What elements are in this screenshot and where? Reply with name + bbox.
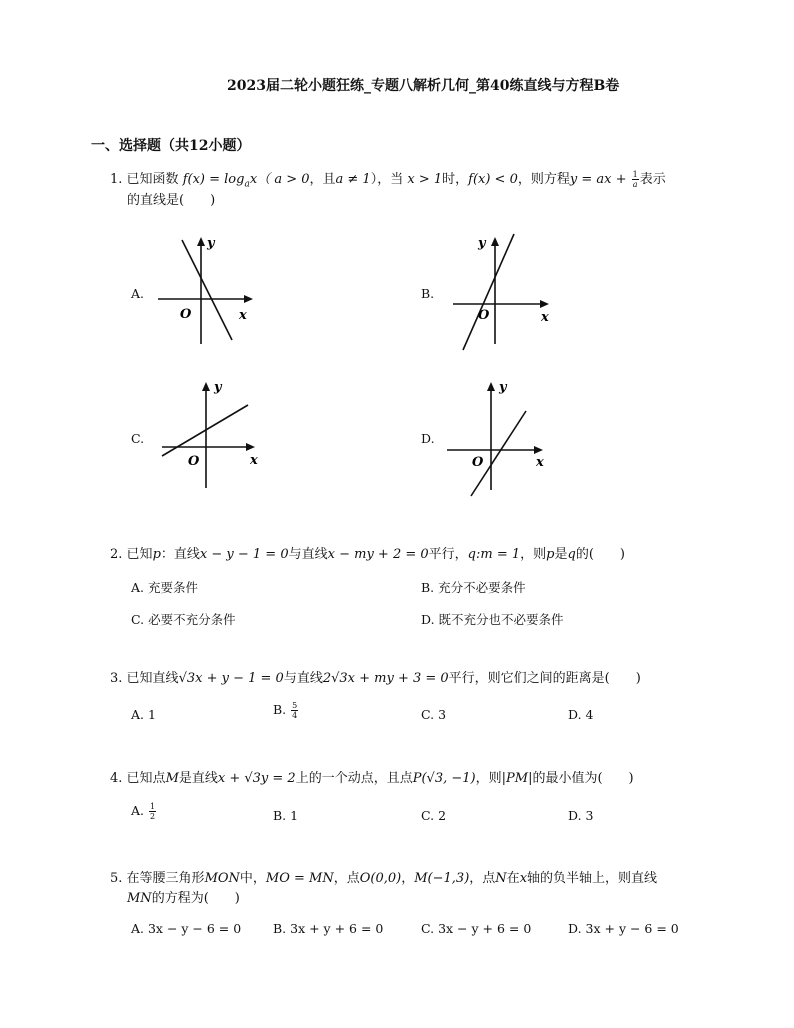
y-axis-arrow-icon bbox=[487, 382, 495, 391]
option-a-label[interactable]: A. bbox=[131, 286, 145, 301]
x-label: x bbox=[250, 453, 258, 468]
q2-option-b[interactable]: B. 充分不必要条件 bbox=[421, 580, 526, 595]
q1-log-base: a bbox=[244, 179, 250, 190]
q4-math: P(√3, −1) bbox=[412, 771, 476, 786]
q2-text: 与直线 bbox=[288, 547, 328, 562]
x-label: x bbox=[541, 310, 549, 325]
y-axis-arrow-icon bbox=[197, 237, 205, 246]
q2-text: 平行， bbox=[428, 547, 468, 562]
x-axis-arrow-icon bbox=[534, 446, 543, 454]
q2-math: x − my + 2 = 0 bbox=[327, 547, 429, 562]
q4-option-a[interactable]: A. $\frac{1}{2}$ bbox=[131, 802, 156, 821]
q1-text: x（ bbox=[249, 172, 271, 187]
y-label: y bbox=[499, 380, 507, 395]
option-c-graph[interactable] bbox=[158, 376, 268, 492]
q4-text: 上的一个动点，且点 bbox=[295, 771, 413, 786]
q1-text: ，且 bbox=[309, 172, 336, 187]
y-label: y bbox=[214, 380, 222, 395]
q1-text: 时， bbox=[442, 172, 469, 187]
q1-condition: f(x) < 0 bbox=[468, 172, 518, 187]
q3-option-c[interactable]: C. 3 bbox=[421, 707, 447, 722]
q2-text: 已知 bbox=[126, 547, 153, 562]
question-3 bbox=[110, 669, 641, 689]
q2-option-a[interactable]: A. 充要条件 bbox=[131, 580, 198, 595]
x-axis-arrow-icon bbox=[540, 300, 549, 308]
q4-fraction: $\frac{1}{2}$ bbox=[150, 802, 156, 821]
option-d-graph[interactable] bbox=[444, 376, 554, 500]
question-number: 3. bbox=[110, 671, 123, 686]
q5-math: x bbox=[519, 871, 528, 886]
q5-text: 中， bbox=[239, 871, 266, 886]
q5-option-a[interactable]: A. 3x − y − 6 = 0 bbox=[131, 921, 242, 936]
question-4 bbox=[110, 769, 634, 789]
q1-function: f(x) = log bbox=[182, 172, 245, 187]
q4-text: 的最小值为( ) bbox=[532, 771, 634, 786]
q4-text: ，则 bbox=[475, 771, 502, 786]
q4-text: 是直线 bbox=[178, 771, 218, 786]
q1-text: ，则方程 bbox=[517, 172, 570, 187]
q5-math: MO = MN bbox=[265, 871, 334, 886]
q5-math: O(0,0) bbox=[359, 871, 402, 886]
q3-fraction: $\frac{5}{4}$ bbox=[292, 701, 298, 720]
question-5-line-1 bbox=[110, 869, 657, 889]
q5-option-b[interactable]: B. 3x + y + 6 = 0 bbox=[273, 921, 384, 936]
q4-math: |PM| bbox=[501, 771, 533, 786]
q3-math: 2√3x + my + 3 = 0 bbox=[322, 671, 449, 686]
q5-option-d[interactable]: D. 3x + y − 6 = 0 bbox=[568, 921, 679, 936]
q5-text: ， bbox=[401, 871, 415, 886]
y-axis-arrow-icon bbox=[491, 237, 499, 246]
q4-math: M bbox=[165, 771, 179, 786]
section-header: 一、选择题（共12小题） bbox=[91, 138, 251, 154]
q5-math: N bbox=[495, 871, 507, 886]
q2-option-c[interactable]: C. 必要不充分条件 bbox=[131, 612, 236, 627]
q1-text: 已知函数 bbox=[126, 172, 179, 187]
q5-option-c[interactable]: C. 3x − y + 6 = 0 bbox=[421, 921, 532, 936]
q2-text: ：直线 bbox=[160, 547, 200, 562]
q3-option-b[interactable]: B. $\frac{5}{4}$ bbox=[273, 701, 298, 720]
y-label: y bbox=[207, 236, 215, 251]
q2-option-d[interactable]: D. 既不充分也不必要条件 bbox=[421, 612, 564, 627]
q3-option-d[interactable]: D. 4 bbox=[568, 707, 594, 722]
q5-text: ，点 bbox=[469, 871, 496, 886]
q3-option-a[interactable]: A. 1 bbox=[131, 707, 156, 722]
option-b-label[interactable]: B. bbox=[421, 286, 435, 301]
q4-text: 已知点 bbox=[126, 771, 166, 786]
option-c-label[interactable]: C. bbox=[131, 431, 145, 446]
q5-text: 在等腰三角形 bbox=[126, 871, 205, 886]
q4-option-c[interactable]: C. 2 bbox=[421, 808, 447, 823]
option-a-graph[interactable] bbox=[150, 228, 260, 346]
x-label: x bbox=[239, 308, 247, 323]
q2-text: ，则 bbox=[520, 547, 547, 562]
q4-math: x + √3y = 2 bbox=[217, 771, 296, 786]
q5-math: M(−1,3) bbox=[414, 871, 470, 886]
q1-text: ），当 bbox=[370, 172, 404, 187]
q4-option-b[interactable]: B. 1 bbox=[273, 808, 299, 823]
question-number: 2. bbox=[110, 547, 123, 562]
graph-line bbox=[463, 234, 514, 350]
q2-math: x − y − 1 = 0 bbox=[199, 547, 289, 562]
question-number: 1. bbox=[110, 172, 123, 187]
q3-text: 与直线 bbox=[283, 671, 323, 686]
question-number: 5. bbox=[110, 871, 123, 886]
y-label: y bbox=[478, 236, 486, 251]
q1-condition: x > 1 bbox=[407, 172, 443, 187]
q2-math: p bbox=[152, 547, 161, 562]
graph-line bbox=[471, 411, 526, 496]
q5-text: 在 bbox=[506, 871, 520, 886]
q1-equation: y = ax + bbox=[569, 172, 627, 187]
graph-line bbox=[182, 240, 232, 340]
page-title: 2023届二轮小题狂练_专题八解析几何_第40练直线与方程B卷 bbox=[227, 78, 620, 94]
q5-math: MON bbox=[204, 871, 240, 886]
x-label: x bbox=[536, 455, 544, 470]
x-axis-arrow-icon bbox=[244, 295, 253, 303]
q1-text: 表示 bbox=[639, 172, 666, 187]
question-5-line-2 bbox=[127, 889, 240, 909]
q3-text: 平行，则它们之间的距离是( ) bbox=[448, 671, 641, 686]
q2-text: 是 bbox=[554, 547, 568, 562]
q3-math: √3x + y − 1 = 0 bbox=[178, 671, 284, 686]
q4-option-d[interactable]: D. 3 bbox=[568, 808, 594, 823]
option-d-label[interactable]: D. bbox=[421, 431, 435, 446]
option-b-graph[interactable] bbox=[446, 228, 556, 354]
q5-math: MN bbox=[127, 891, 152, 906]
x-axis-arrow-icon bbox=[246, 443, 255, 451]
q2-text: 的( ) bbox=[575, 547, 625, 562]
origin-label: O bbox=[478, 308, 490, 323]
q2-math: q bbox=[567, 547, 576, 562]
question-1-line-2: 的直线是( ) bbox=[127, 193, 216, 208]
q1-condition: a ≠ 1 bbox=[335, 172, 371, 187]
q2-math: p bbox=[546, 547, 555, 562]
graph-line bbox=[162, 405, 248, 456]
question-number: 4. bbox=[110, 771, 123, 786]
origin-label: O bbox=[180, 307, 192, 322]
q5-text: 轴的负半轴上，则直线 bbox=[527, 871, 658, 886]
origin-label: O bbox=[472, 455, 484, 470]
q3-text: 已知直线 bbox=[126, 671, 179, 686]
q5-text: ，点 bbox=[333, 871, 360, 886]
origin-label: O bbox=[188, 454, 200, 469]
question-2 bbox=[110, 545, 625, 565]
q5-text: 的方程为( ) bbox=[151, 891, 240, 906]
y-axis-arrow-icon bbox=[202, 382, 210, 391]
q1-condition: a > 0 bbox=[274, 172, 310, 187]
q1-fraction: $\frac{1}{a}$ bbox=[632, 170, 638, 189]
q2-math: q:m = 1 bbox=[467, 547, 521, 562]
